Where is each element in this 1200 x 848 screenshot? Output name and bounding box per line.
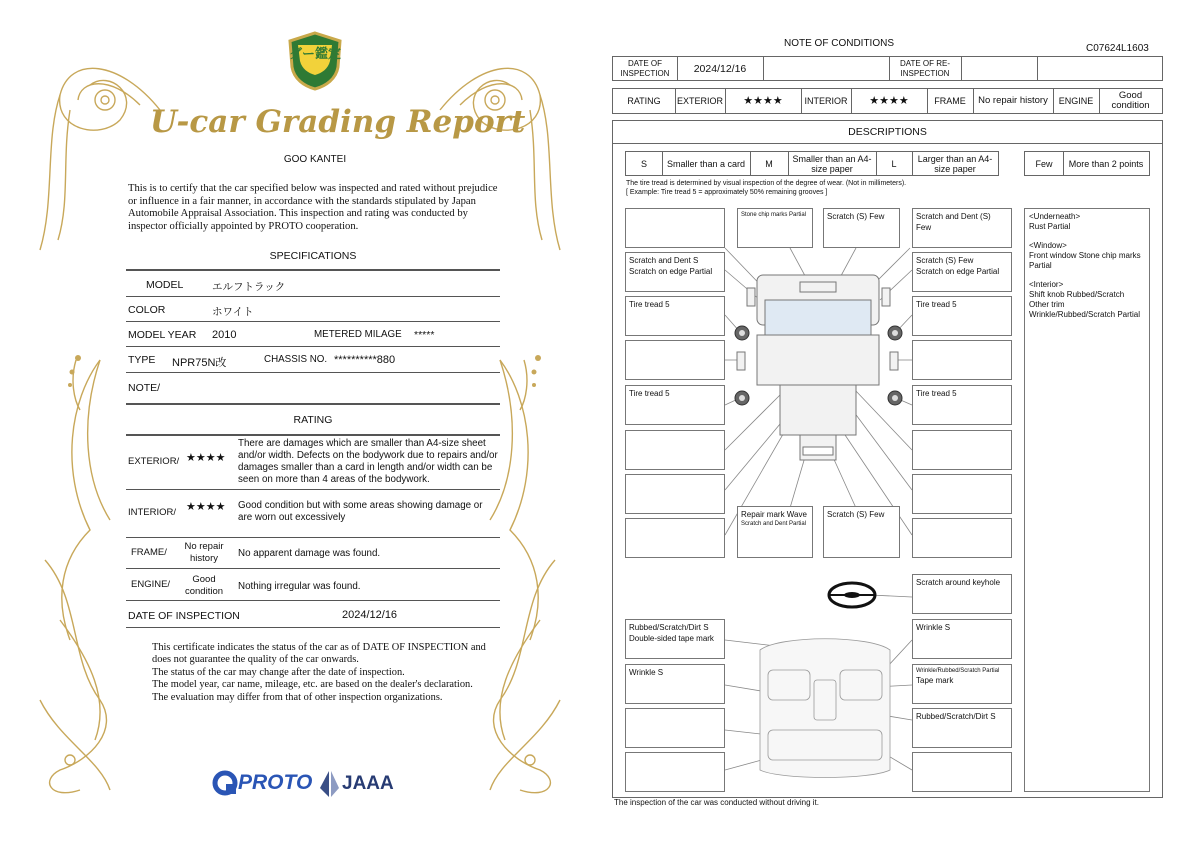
note-text: Scratch and Dent Partial (741, 521, 807, 527)
conditions-title: NOTE OF CONDITIONS (784, 38, 894, 49)
note-box (625, 708, 725, 748)
note-box (912, 474, 1012, 514)
note-text: Scratch on edge Partial (629, 267, 713, 276)
legend-s-desc: Smaller than a card (666, 158, 746, 169)
divider (126, 537, 500, 538)
legend-m: M (765, 158, 773, 169)
divider (126, 489, 500, 490)
note-text: Scratch (S) Few (827, 212, 885, 221)
exterior-label: EXTERIOR/ (128, 456, 180, 467)
mileage-label: METERED MILAGE (314, 329, 402, 340)
note-box-front-scratch (823, 208, 900, 248)
chassis-label: CHASSIS NO. (264, 354, 328, 365)
note-box-right-panel (912, 252, 1012, 292)
note-text: Wrinkle S (916, 623, 951, 632)
note-label: NOTE/ (128, 382, 161, 394)
side-note-line (1029, 271, 1145, 280)
note-box (625, 340, 725, 380)
report-id: C07624L1603 (1086, 43, 1149, 54)
engine-value: Good condition (1111, 90, 1150, 111)
side-note-line: <Interior> (1029, 280, 1064, 289)
note-box (625, 208, 725, 248)
exterior-stars: ★★★★ (743, 95, 783, 107)
note-text: Tire tread 5 (629, 300, 670, 309)
date-of-inspection-value: 2024/12/16 (342, 609, 398, 621)
rating-heading: RATING (293, 414, 333, 426)
engine-description: Nothing irregular was found. (238, 581, 361, 592)
model-label: MODEL (146, 279, 184, 291)
note-box-tire-rear-left (625, 385, 725, 425)
frame-value: No repair history (184, 541, 224, 564)
frame-label: FRAME (934, 96, 966, 106)
note-box-rear-repair (737, 506, 813, 558)
interior-label: INTERIOR/ (128, 507, 177, 518)
rating-label: RATING (627, 96, 661, 106)
note-box-interior-left-seat (625, 664, 725, 704)
note-text: Scratch on edge Partial (916, 267, 1000, 276)
legend-s: S (640, 158, 647, 169)
divider (126, 269, 500, 271)
engine-label: ENGINE (1058, 96, 1094, 106)
frame-value: No repair history (978, 95, 1048, 106)
proto-mark-icon (212, 770, 238, 796)
note-text: Scratch around keyhole (916, 578, 1001, 587)
legend-m-desc: Smaller than an A4-size paper (792, 153, 872, 174)
tire-note: The tire tread is determined by visual inspection of the degree of wear. (Not in millimeters). (626, 180, 907, 187)
note-box-interior-rear (912, 708, 1012, 748)
frame-description: No apparent damage was found. (238, 548, 381, 559)
interior-stars: ★★★★ (186, 501, 226, 513)
type-value: NPR75N改 (172, 357, 227, 369)
engine-label: ENGINE/ (131, 579, 171, 590)
note-box-interior-front (625, 619, 725, 659)
certification-text: This is to certify that the car specified below was inspected and rated without prejudice or influence in a fair manner, in accordance with the standards stipulated by Japan Automobile Appraisal Association. This inspection and rating was conducted by inspector officially appointed by PROTO cooperation. (128, 183, 498, 232)
color-value: ホワイト (212, 306, 254, 318)
note-of-conditions-sheet (600, 0, 1200, 848)
note-text: Wrinkle/Rubbed/Scratch Partial (916, 668, 1000, 674)
note-box (912, 340, 1012, 380)
certificate-footnote: This certificate indicates the status of the car as of DATE OF INSPECTION and does not guarantee the quality of the car onwards. The status of the car may change after the date of inspection. The model year, car name, mileage, etc. are based on the dealer's declaration. The evaluation may differ from that of other inspection organizations. (152, 642, 486, 703)
frame-label: FRAME/ (131, 547, 167, 558)
interior-stars: ★★★★ (869, 95, 909, 107)
note-text: Wrinkle S (629, 668, 664, 677)
engine-value: Good condition (184, 574, 224, 597)
divider (126, 372, 500, 373)
report-subtitle: GOO KANTEI (283, 154, 347, 165)
note-box (625, 518, 725, 558)
side-note-line: Rust Partial (1029, 222, 1071, 231)
jaaa-mark-icon (318, 770, 340, 798)
date-of-inspection-value: 2024/12/16 (693, 62, 747, 75)
side-note-line: <Window> (1029, 241, 1067, 250)
note-box (625, 474, 725, 514)
note-box (912, 518, 1012, 558)
chassis-value: **********880 (334, 354, 396, 366)
proto-logo-text: PROTO (238, 771, 313, 794)
note-box (625, 430, 725, 470)
note-box-rear-scratch (823, 506, 900, 558)
note-box-front-right (912, 208, 1012, 248)
badge-text: グー鑑定 (288, 46, 341, 61)
note-box-tire-front-right (912, 296, 1012, 336)
date-of-inspection-label: DATE OF INSPECTION (620, 58, 670, 78)
goo-kantei-badge-logo (286, 31, 344, 91)
side-note-line (1029, 232, 1145, 241)
additional-notes-panel (1024, 208, 1150, 792)
interior-label: INTERIOR (804, 96, 848, 106)
steering-wheel-icon (829, 583, 875, 607)
note-box-interior-console (912, 664, 1012, 704)
note-text: Rubbed/Scratch/Dirt S (629, 623, 709, 632)
divider (126, 600, 500, 601)
note-text: Tire tread 5 (916, 389, 957, 398)
model-value: エルフトラック (212, 281, 286, 293)
note-box-tire-front-left (625, 296, 725, 336)
tire-example-note: [ Example: Tire tread 5 = approximately 50% remaining grooves ] (626, 189, 828, 196)
side-note-line: <Underneath> (1029, 212, 1081, 221)
note-box-front-stone-chip (737, 208, 813, 248)
divider (126, 346, 500, 347)
divider (126, 296, 500, 297)
note-box (625, 752, 725, 792)
note-text: Tire tread 5 (916, 300, 957, 309)
note-text: Tape mark (916, 676, 954, 685)
divider (126, 627, 500, 628)
inspection-footer-note: The inspection of the car was conducted without driving it. (614, 798, 819, 807)
legend-few: Few (1035, 158, 1053, 169)
jaaa-logo-text: JAAA (342, 773, 394, 794)
exterior-description: There are damages which are smaller than A4-size sheet and/or width. Defects on the bodywork due to repairs and/or damages smaller than a card in length and/or width can be seen on more than 4 areas of the bodywork. (238, 438, 498, 485)
note-text: Rubbed/Scratch/Dirt S (916, 712, 996, 721)
legend-l: L (891, 158, 897, 169)
note-box (912, 752, 1012, 792)
model-year-label: MODEL YEAR (128, 329, 197, 341)
note-box-interior-right-seat (912, 619, 1012, 659)
note-text: Scratch and Dent (S) Few (916, 212, 991, 232)
exterior-stars: ★★★★ (186, 452, 226, 464)
legend-few-desc: More than 2 points (1068, 158, 1144, 169)
mileage-value: ***** (414, 329, 435, 341)
side-note-line: Shift knob Rubbed/Scratch (1029, 290, 1125, 299)
date-of-inspection-label: DATE OF INSPECTION (128, 610, 240, 622)
divider (126, 403, 500, 405)
note-text: Scratch (S) Few (827, 510, 885, 519)
report-title: U-car Grading Report (150, 104, 526, 140)
note-text: Double-sided tape mark (629, 634, 714, 643)
type-label: TYPE (128, 354, 156, 366)
color-label: COLOR (128, 304, 166, 316)
exterior-label: EXTERIOR (676, 96, 723, 106)
note-box-tire-rear-right (912, 385, 1012, 425)
specifications-heading: SPECIFICATIONS (269, 250, 357, 262)
note-text: Scratch (S) Few (916, 256, 974, 265)
divider (126, 321, 500, 322)
note-box-left-panel (625, 252, 725, 292)
divider (126, 568, 500, 569)
model-year-value: 2010 (212, 329, 237, 341)
divider (126, 434, 500, 436)
side-note-line: Wrinkle/Rubbed/Scratch Partial (1029, 310, 1141, 319)
note-text: Stone chip marks Partial (741, 212, 807, 218)
note-box-keyhole (912, 574, 1012, 614)
note-text: Scratch and Dent S (629, 256, 699, 265)
note-box (912, 430, 1012, 470)
side-note-line: Front window Stone chip marks Partial (1029, 251, 1141, 270)
note-text: Tire tread 5 (629, 389, 670, 398)
descriptions-heading: DESCRIPTIONS (612, 120, 1163, 144)
interior-description: Good condition but with some areas showing damage or are worn out excessively (238, 500, 483, 523)
legend-l-desc: Larger than an A4-size paper (917, 153, 993, 174)
note-text: Repair mark Wave (741, 510, 807, 519)
side-note-line: Other trim (1029, 300, 1065, 309)
reinspection-label: DATE OF RE-INSPECTION (899, 58, 951, 78)
